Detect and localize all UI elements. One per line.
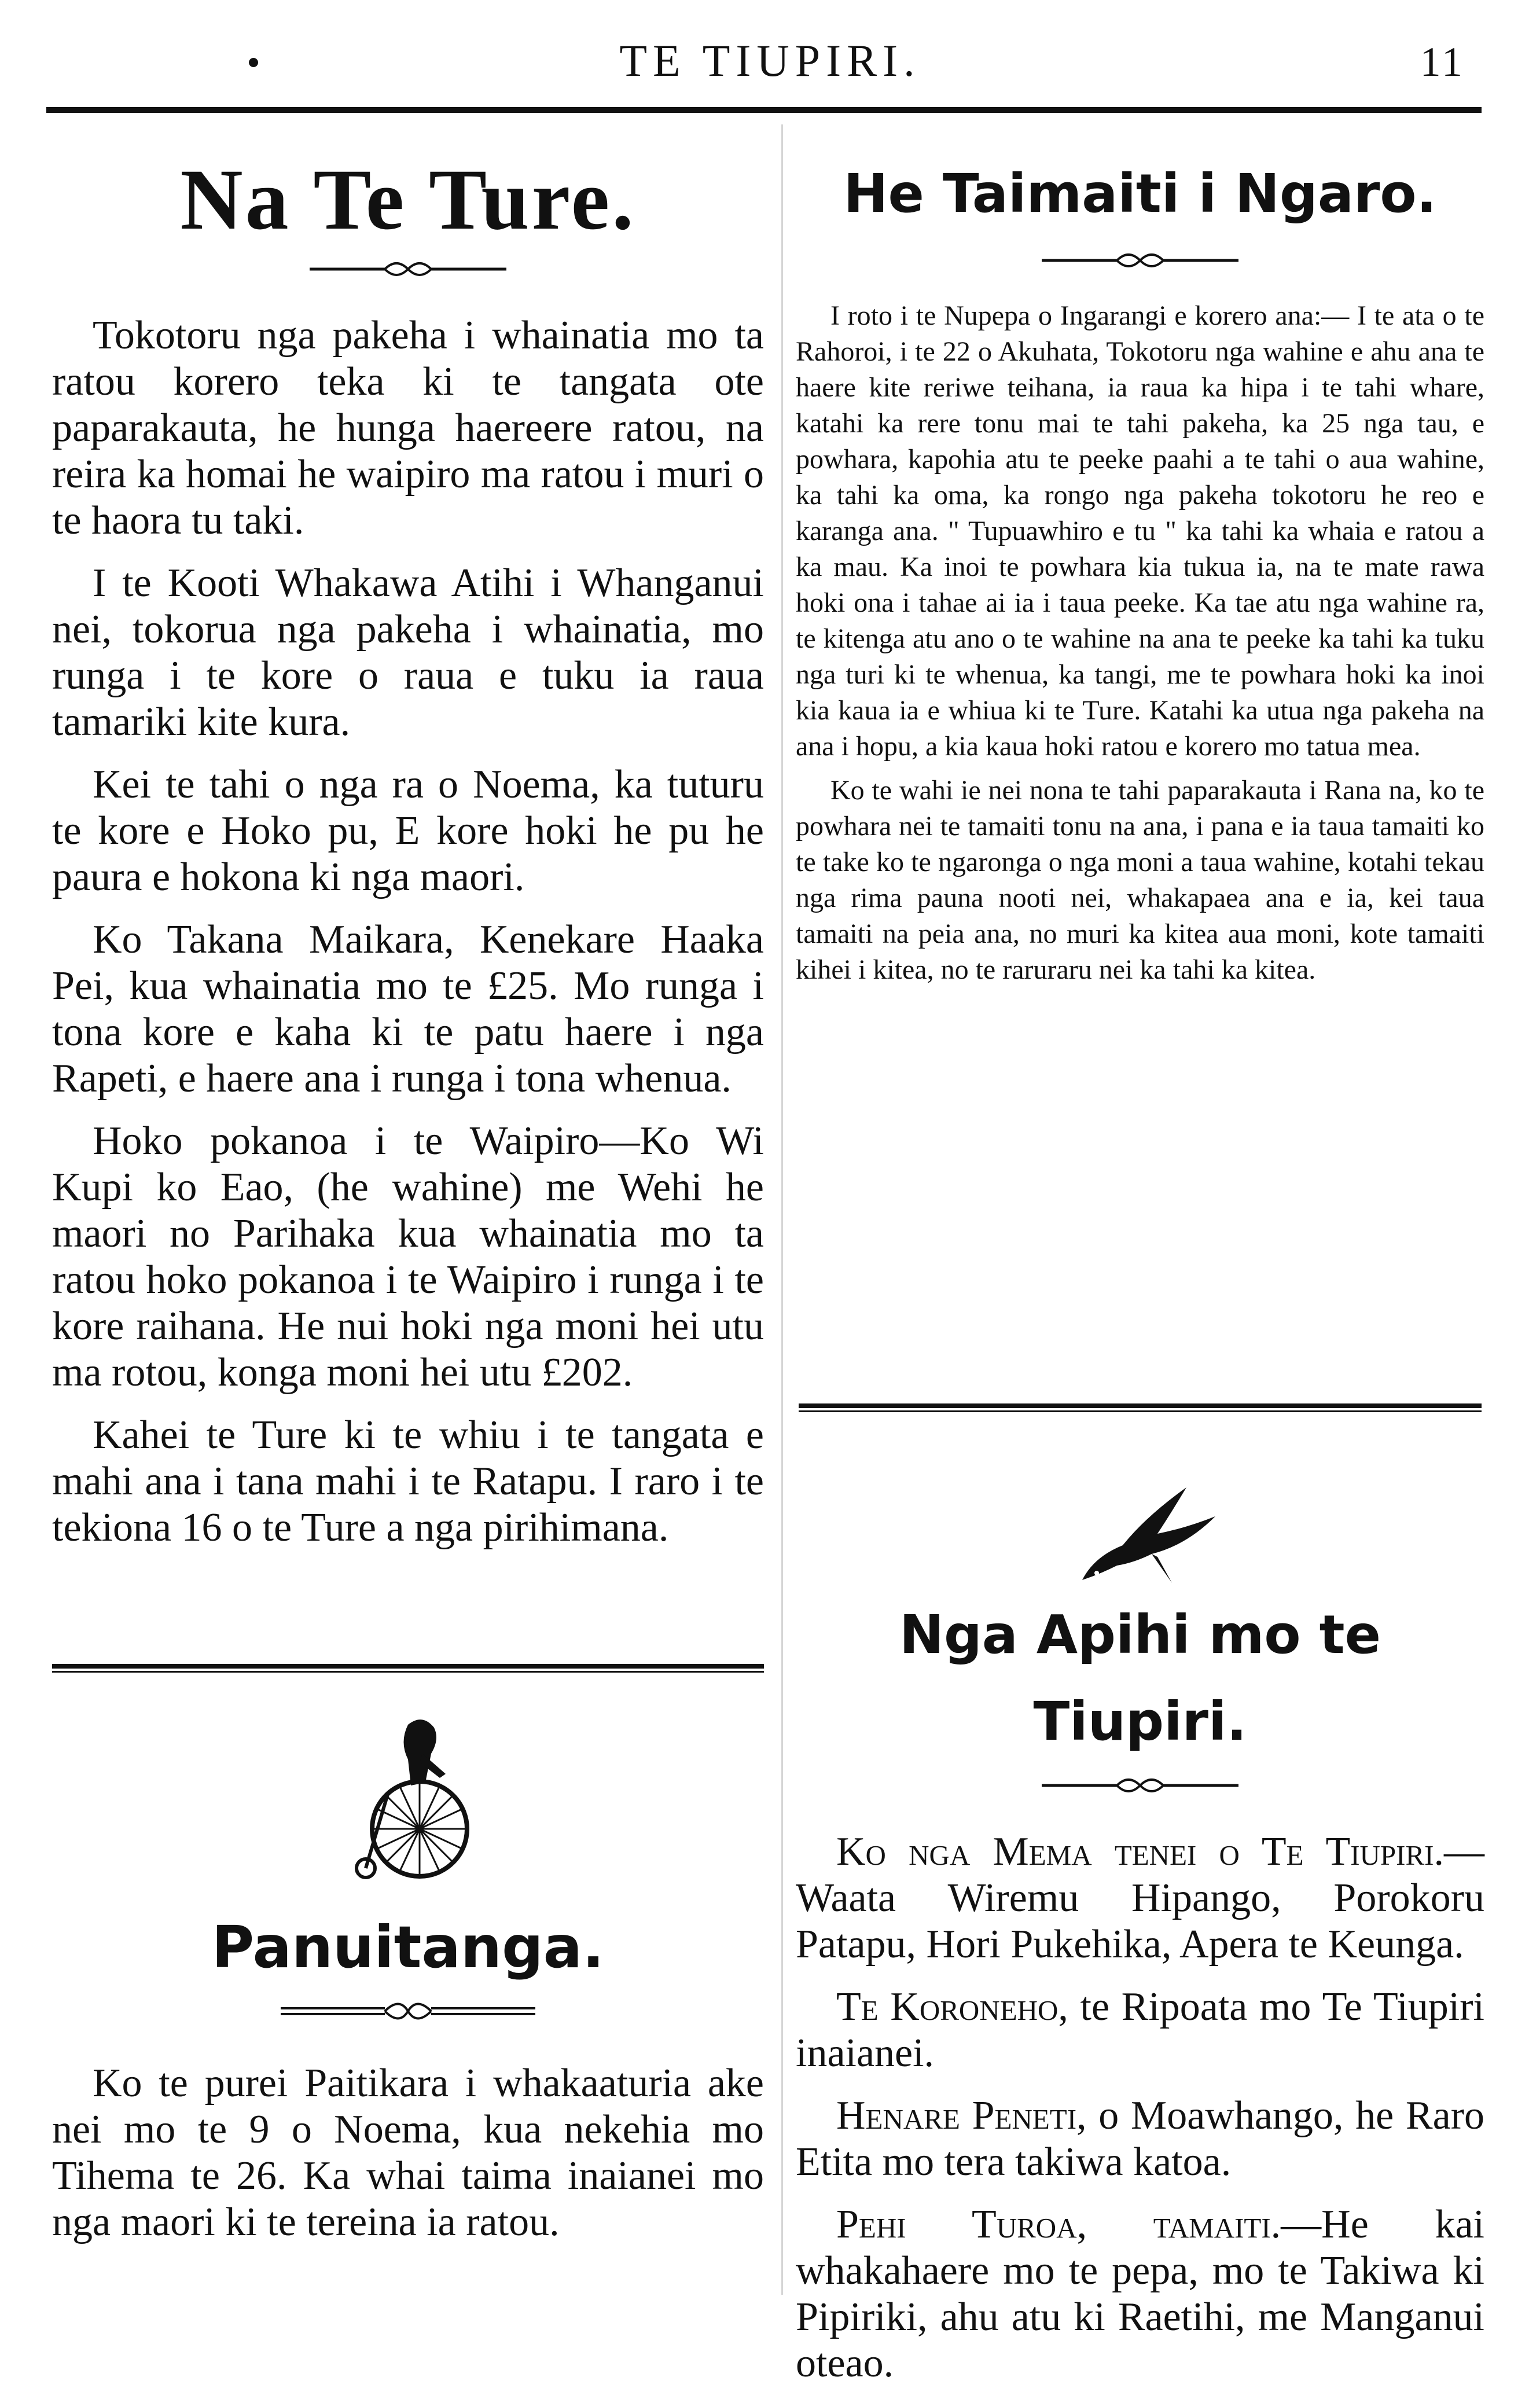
paragraph: Kei te tahi o nga ra o Noema, ka tuturu te kore e Hoko pu, E kore hoki he pu he paura e hokona ki nga maori. [52, 762, 764, 899]
entry-lead: Te Koroneho, [836, 1985, 1068, 2029]
section-rule [799, 1403, 1482, 1414]
column-divider [781, 124, 783, 2295]
section-rule [52, 1664, 764, 1674]
flourish-ornament [286, 255, 530, 284]
entry-lead: Henare Peneti, [836, 2093, 1087, 2138]
section-panuitanga [52, 1910, 764, 2262]
paragraph: I roto i te Nupepa o Ingarangi e korero ana:— I te ata o te Rahoroi, i te 22 o Akuhata, Tokotoru nga wahine e ahu ana te haere kite reriwe teihana, ia raua ka hipa i te tahi whare, katahi ka rere tonu mai te tahi pakeha, ka 25 nga tau, e powhara, kapohia atu te peeke paahi a te tahi o aua wahine, ka tahi ka oma, ka rongo nga pakeha tokotoru he reo e karanga ana. " Tupuawhiro e tu " ka tahi ka whaia e ratou a ka mau. Ka inoi te powhara kia tukua ia, na te mate rawa hoki ona i tahae ai ia i taua peeke. Ka tae atu nga wahine ra, te kitenga atu ano o te wahine na ana te peeke ka tahi ka tuku nga turi ki te whenua, ka tangi, me te powhara hoki ka inoi kia kaua ia e whiua ki te Ture. Katahi ka utua nga pakeha na ana i hopu, a kia kaua hoki ratou e korero mo tatua mea. [796, 300, 1484, 762]
section-heading: Nga Apihi mo te Tiupiri. [899, 1604, 1381, 1752]
paragraph: Ko te purei Paitikara i whakaaturia ake nei mo te 9 o Noema, kua nekehia mo Tihema te 26. Ka whai taima inaianei mo nga maori ki te tereina ia ratou. [52, 2061, 764, 2244]
section-nga-apihi [796, 1592, 1484, 2403]
running-title: TE TIUPIRI. [619, 35, 921, 86]
flourish-ornament [1019, 1771, 1262, 1800]
section-he-taimaiti [796, 148, 1484, 996]
entry-text: te Ripoata mo Te Tiupiri inaianei. [796, 1985, 1484, 2075]
page-number: 11 [1420, 39, 1465, 85]
entry-lead: Pehi Turoa, tamaiti. [836, 2202, 1281, 2247]
penny-farthing-icon [353, 1713, 492, 1881]
entry-text: —He kai whakahaere mo te pepa, mo te Takiwa ki Pipiriki, ahu atu ki Raetihi, me Manganui oteao. [796, 2202, 1484, 2386]
list-item [796, 2093, 1484, 2185]
entry-text: — Waata Wiremu Hipango, Porokoru Patapu, Hori Pukehika, Apera te Keunga. [796, 1829, 1484, 1967]
flourish-ornament [1019, 246, 1262, 275]
section-heading: He Taimaiti i Ngaro. [843, 163, 1437, 225]
flourish-ornament [258, 1997, 558, 2026]
paragraph: Ko te wahi ie nei nona te tahi paparakauta i Rana na, ko te powhara nei te tamaiti tonu na ana, i pana e ia taua tamaiti ko te take ko te ngaronga o nga moni a taua wahine, kotahi tekau nga rima pauna nooti nei, whakapaea ana e ia, kei taua tamaiti na peia ana, no muri ka kitea aua moni, kote tamaiti kihei i kitea, no te raruraru nei ka tahi ka kitea. [796, 775, 1484, 985]
bird-icon [1071, 1482, 1221, 1586]
paragraph: Tokotoru nga pakeha i whainatia mo ta ratou korero teka ki te tangata ote paparakauta, he hunga haereere ratou, na reira ka homai he waipiro ma ratou i muri o te haora tu taki. [52, 313, 764, 543]
entry-lead: Ko nga Mema tenei o Te Tiupiri. [836, 1829, 1444, 1874]
paragraph: Hoko pokanoa i te Waipiro—Ko Wi Kupi ko Eao, (he wahine) me Wehi he maori no Parihaka kua whainatia mo ta ratou hoko pokanoa i te Waipiro i runga i te kore raihana. He nui hoki nga moni hei utu ma rotou, konga moni hei utu £202. [52, 1119, 764, 1395]
section-heading: Na Te Ture. [180, 152, 636, 248]
section-heading: Panuitanga. [211, 1913, 605, 1981]
paragraph: Kahei te Ture ki te whiu i te tangata e mahi ana i tana mahi i te Ratapu. I raro i te tekiona 16 o te Ture a nga pirihimana. [52, 1413, 764, 1550]
paragraph: I te Kooti Whakawa Atihi i Whanganui nei, tokorua nga pakeha i whainatia, mo runga i te kore o raua e tuku ia raua tamariki kite kura. [52, 561, 764, 744]
list-item [796, 1829, 1484, 1968]
list-item [796, 1984, 1484, 2077]
header-rule [46, 107, 1482, 113]
entry-text: o Moawhango, he Raro Etita mo tera takiwa katoa. [796, 2093, 1485, 2184]
page-header [0, 23, 1540, 104]
list-item [796, 2202, 1484, 2387]
paragraph: Ko Takana Maikara, Kenekare Haaka Pei, kua whainatia mo te £25. Mo runga i tona kore e kaha ki te patu haere i nga Rapeti, e haere ana i runga i tona whenua. [52, 917, 764, 1101]
section-na-te-ture [52, 145, 764, 1567]
